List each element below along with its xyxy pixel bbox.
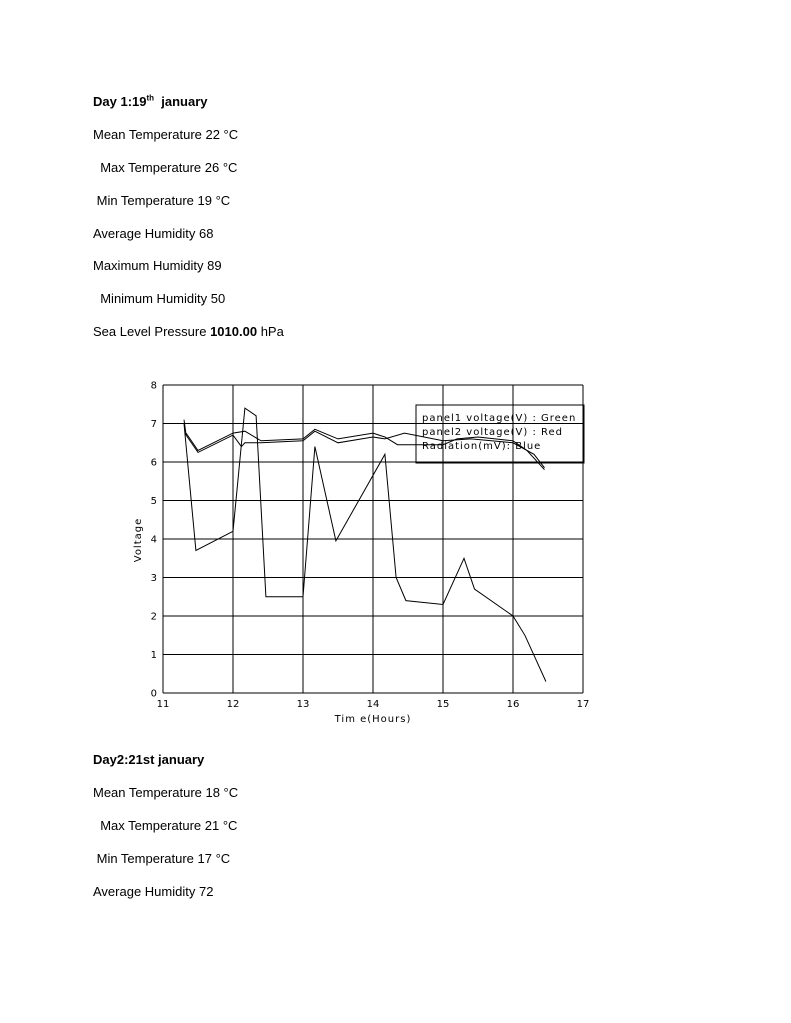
day2-max-temperature: Max Temperature 21 °C — [93, 818, 238, 833]
legend-entry: panel1 voltage(V) : Green — [422, 413, 577, 424]
day1-mean-temperature: Mean Temperature 22 °C — [93, 127, 239, 142]
day1-heading-prefix: Day 1:19 — [93, 94, 147, 109]
x-tick-label: 12 — [226, 699, 240, 710]
y-tick-label: 7 — [150, 419, 157, 430]
pressure-label: Sea Level Pressure — [93, 324, 211, 339]
legend-entry: panel2 voltage(V) : Red — [422, 427, 564, 438]
y-tick-label: 5 — [150, 496, 157, 507]
x-tick-label: 14 — [366, 699, 380, 710]
x-tick-label: 16 — [506, 699, 520, 710]
y-tick-labels — [151, 381, 157, 700]
day1-max-temperature: Max Temperature 26 °C — [93, 160, 238, 175]
x-tick-label: 17 — [576, 699, 590, 710]
pressure-unit: hPa — [257, 324, 284, 339]
y-tick-label: 0 — [150, 688, 157, 700]
day2-min-temperature: Min Temperature 17 °C — [93, 851, 231, 866]
day1-heading — [93, 94, 208, 110]
y-tick-label: 3 — [150, 573, 157, 584]
day2-mean-temperature: Mean Temperature 18 °C — [93, 785, 239, 800]
legend-entry: Radiation(mV): Blue — [422, 441, 542, 452]
y-tick-label: 2 — [150, 611, 157, 623]
day1-heading-suffix: january — [154, 94, 208, 109]
day2-heading: Day2:21st january — [93, 752, 205, 767]
voltage-chart — [0, 370, 791, 730]
y-tick-label: 6 — [150, 457, 157, 469]
day1-min-temperature: Min Temperature 19 °C — [93, 193, 231, 208]
day2-average-humidity: Average Humidity 72 — [93, 884, 214, 899]
day1-minimum-humidity: Minimum Humidity 50 — [93, 291, 226, 306]
x-tick-label: 15 — [436, 699, 450, 710]
day1-sea-level-pressure — [93, 324, 284, 340]
pressure-value: 1010.00 — [210, 324, 258, 339]
x-tick-labels — [157, 699, 590, 710]
y-tick-label: 1 — [150, 650, 157, 661]
y-tick-label: 8 — [150, 380, 157, 392]
day1-maximum-humidity: Maximum Humidity 89 — [93, 258, 222, 273]
y-axis-label: Voltage — [133, 517, 144, 563]
x-tick-label: 11 — [156, 699, 170, 710]
y-tick-label: 4 — [150, 534, 157, 546]
x-axis-label: Tim e(Hours) — [334, 714, 412, 725]
day1-average-humidity: Average Humidity 68 — [93, 226, 214, 241]
x-tick-label: 13 — [296, 699, 310, 710]
day1-heading-sup: th — [146, 93, 155, 103]
